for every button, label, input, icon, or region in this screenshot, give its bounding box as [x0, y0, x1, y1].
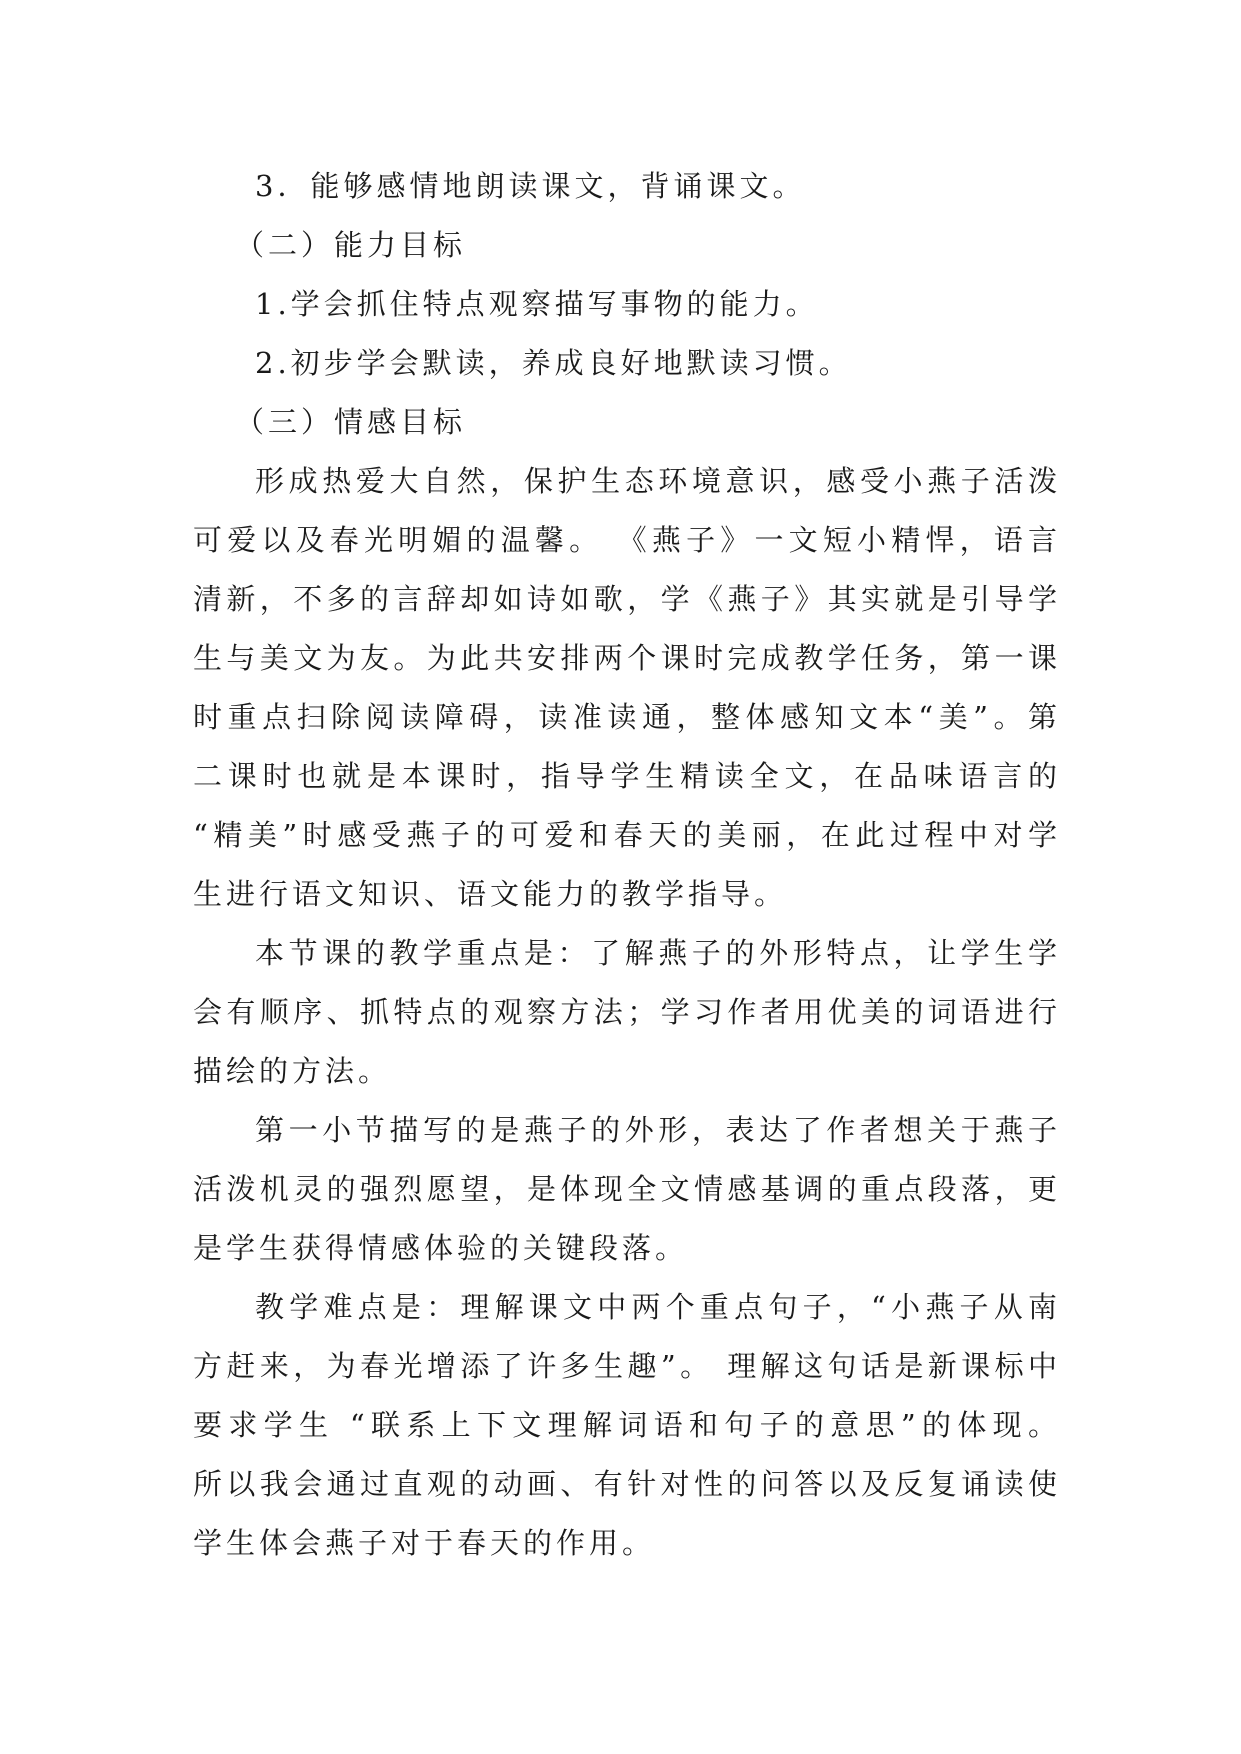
text-line: （三）情感目标 — [235, 405, 467, 439]
text-line: 第一小节描写的是燕子的外形，表达了作者想关于燕子 — [255, 1113, 1061, 1147]
text-line: 时重点扫除阅读障碍，读准读通，整体感知文本“美”。第 — [193, 700, 1061, 734]
text-line: 3．能够感情地朗读课文，背诵课文。 — [255, 169, 806, 203]
text-line: 可爱以及春光明媚的温馨。 《燕子》一文短小精悍，语言 — [193, 523, 1061, 557]
text-line: 会有顺序、抓特点的观察方法；学习作者用优美的词语进行 — [193, 995, 1061, 1029]
text-line: 生与美文为友。为此共安排两个课时完成教学任务，第一课 — [193, 641, 1061, 675]
text-line: 方赶来，为春光增添了许多生趣”。 理解这句话是新课标中 — [193, 1349, 1061, 1383]
document-body — [193, 157, 1061, 1573]
text-line: 本节课的教学重点是：了解燕子的外形特点，让学生学 — [255, 936, 1061, 970]
text-line: 清新，不多的言辞却如诗如歌，学《燕子》其实就是引导学 — [193, 582, 1061, 616]
text-line: 是学生获得情感体验的关键段落。 — [193, 1231, 689, 1265]
text-line: 学生体会燕子对于春天的作用。 — [193, 1526, 656, 1560]
text-line: 生进行语文知识、语文能力的教学指导。 — [193, 877, 788, 911]
text-line: 形成热爱大自然，保护生态环境意识，感受小燕子活泼 — [255, 464, 1061, 498]
text-line: 要求学生 “联系上下文理解词语和句子的意思”的体现。 — [193, 1408, 1061, 1442]
text-line: 描绘的方法。 — [193, 1054, 392, 1088]
text-line: 活泼机灵的强烈愿望，是体现全文情感基调的重点段落，更 — [193, 1172, 1061, 1206]
text-line: （二）能力目标 — [235, 228, 467, 262]
text-line: 1.学会抓住特点观察描写事物的能力。 — [255, 287, 819, 321]
text-line: “精美”时感受燕子的可爱和春天的美丽，在此过程中对学 — [193, 818, 1061, 852]
text-line: 所以我会通过直观的动画、有针对性的问答以及反复诵读使 — [193, 1467, 1061, 1501]
text-line: 二课时也就是本课时，指导学生精读全文，在品味语言的 — [193, 759, 1061, 793]
text-line: 2.初步学会默读，养成良好地默读习惯。 — [255, 346, 852, 380]
text-line: 教学难点是：理解课文中两个重点句子，“小燕子从南 — [255, 1290, 1061, 1324]
